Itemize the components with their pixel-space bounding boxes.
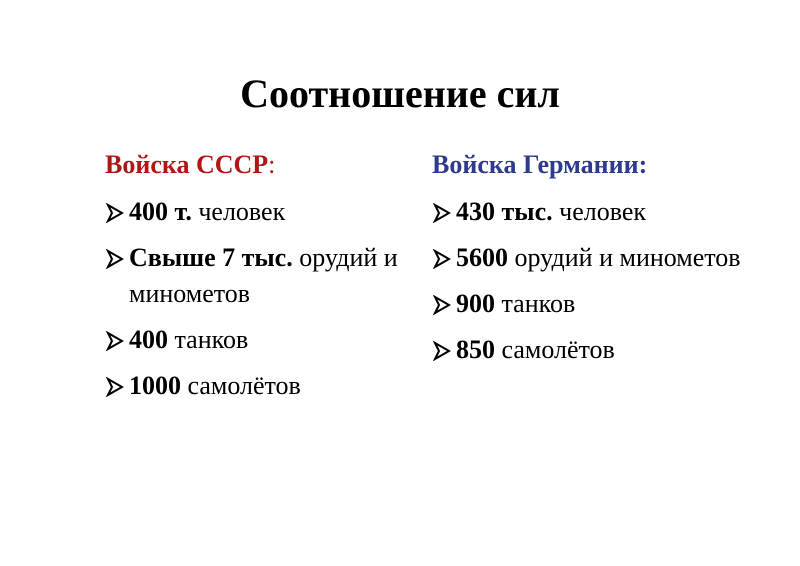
list-item — [105, 322, 405, 358]
ussr-heading — [105, 148, 405, 182]
arrowhead-bullet-icon — [432, 249, 452, 269]
list-item — [432, 240, 762, 276]
list-item — [432, 332, 762, 368]
item-value: 1000 — [129, 371, 181, 400]
arrowhead-bullet-icon — [105, 331, 125, 351]
arrowhead-bullet-icon — [432, 203, 452, 223]
item-value: 430 тыс. — [456, 197, 553, 226]
item-text: человек — [191, 197, 286, 226]
ussr-heading-text: Войска СССР — [105, 150, 269, 179]
item-text: танков — [168, 325, 249, 354]
item-value: 400 — [129, 325, 168, 354]
item-text: самолётов — [495, 335, 615, 364]
list-item — [105, 240, 405, 312]
item-value: 400 т. — [129, 197, 192, 226]
ussr-heading-colon: : — [268, 150, 276, 179]
arrowhead-bullet-icon — [432, 341, 452, 361]
item-value: Свыше 7 тыс. — [129, 243, 293, 272]
germany-list — [432, 194, 762, 368]
arrowhead-bullet-icon — [105, 377, 125, 397]
ussr-column — [105, 148, 405, 414]
item-value: 5600 — [456, 243, 508, 272]
list-item — [432, 286, 762, 322]
germany-heading: Войска Германии: — [432, 150, 648, 179]
list-item — [432, 194, 762, 230]
arrowhead-bullet-icon — [432, 295, 452, 315]
germany-column — [432, 148, 762, 378]
arrowhead-bullet-icon — [105, 203, 125, 223]
page-title: Соотношение сил — [240, 71, 560, 116]
item-value: 850 — [456, 335, 495, 364]
list-item — [105, 194, 405, 230]
item-text: орудий и минометов — [508, 243, 741, 272]
item-text: человек — [552, 197, 647, 226]
item-text: самолётов — [181, 371, 301, 400]
list-item — [105, 368, 405, 404]
item-text: танков — [495, 289, 576, 318]
item-text: орудий и минометов — [129, 243, 398, 308]
arrowhead-bullet-icon — [105, 249, 125, 269]
item-value: 900 — [456, 289, 495, 318]
ussr-list — [105, 194, 405, 404]
